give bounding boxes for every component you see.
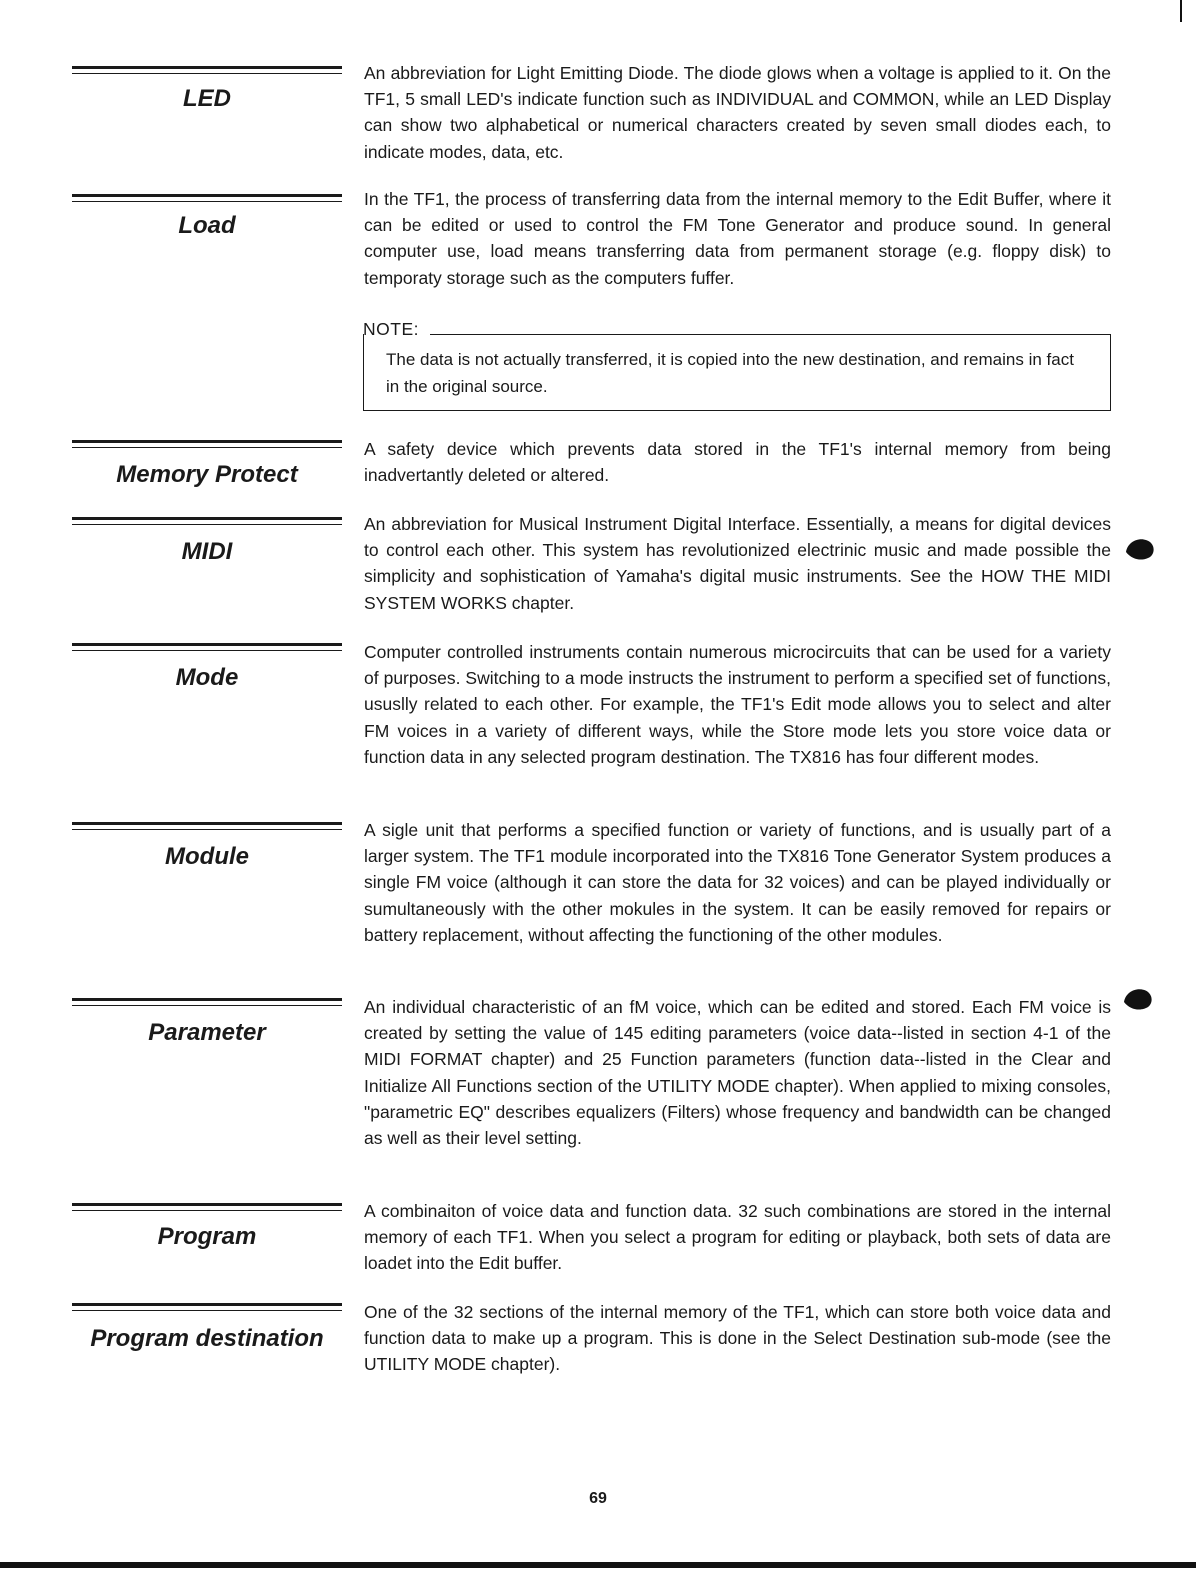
definition-text: A combinaiton of voice data and function data. 32 such combinations are stored in the internal memory of each TF1. When you select a program for editing or playback, both sets of data are loadet into the Edit buffer. bbox=[364, 1201, 1111, 1274]
term-rule bbox=[72, 1303, 342, 1311]
term-heading: Program destination bbox=[90, 1325, 324, 1352]
term-heading: Memory Protect bbox=[116, 461, 298, 488]
term-rule bbox=[72, 643, 342, 651]
definition-text: In the TF1, the process of transferring data from the internal memory to the Edit Buffer, where it can be edited or used to control the FM Tone Generator and produce sound. In general computer use, load means transferring data from permanent storage (e.g. floppy disk) to temporaty storage such as the computers fuffer. bbox=[364, 189, 1111, 288]
term-rule bbox=[72, 1203, 342, 1211]
term-heading: LED bbox=[183, 85, 231, 112]
note-label: NOTE: bbox=[363, 319, 419, 339]
definition-text: A sigle unit that performs a specified function or variety of functions, and is usually part of a larger system. The TF1 module incorporated into the TX816 Tone Generator System produces a single FM voice (although it can store the data for 32 voices) and can be played individually or sumultaneously with the other mokules in the system. It can be easily removed for repairs or battery replacement, without affecting the functioning of the other modules. bbox=[364, 820, 1111, 945]
term-heading: MIDI bbox=[181, 538, 233, 565]
term-rule bbox=[72, 440, 342, 448]
term-definition bbox=[364, 817, 1111, 948]
term-definition bbox=[364, 1299, 1111, 1378]
term-heading: Module bbox=[165, 843, 249, 870]
scan-bottom-edge bbox=[0, 1562, 1196, 1568]
term-rule bbox=[72, 822, 342, 830]
definition-text: An abbreviation for Musical Instrument Digital Interface. Essentially, a means for digital devices to control each other. This system has revolutionized electrinic music and made possible the simplicity and sophistication of Yamaha's digital music instruments. See the HOW THE MIDI SYSTEM WORKS chapter. bbox=[364, 514, 1111, 613]
note-text: The data is not actually transferred, it is copied into the new destination, and remains in fact in the original source. bbox=[386, 350, 1074, 396]
term-rule bbox=[72, 517, 342, 525]
term-definition bbox=[364, 994, 1111, 1151]
term-definition bbox=[364, 639, 1111, 770]
term-heading: Program bbox=[157, 1223, 257, 1250]
note-rule bbox=[430, 334, 1111, 335]
definition-text: Computer controlled instruments contain numerous microcircuits that can be used for a variety of purposes. Switching to a mode instructs the instrument to perform a specified set of functions, ususlly related to each other. For example, the TF1's Edit mode allows you to select and alter FM voices in a variety of different ways, while the Store mode lets you store voice data or function data in any selected program destination. The TX816 has four different modes. bbox=[364, 642, 1111, 767]
term-rule bbox=[72, 66, 342, 74]
note-box bbox=[363, 318, 1111, 411]
term-heading: Mode bbox=[175, 664, 239, 691]
definition-text: A safety device which prevents data stored in the TF1's internal memory from being inadvertantly deleted or altered. bbox=[364, 439, 1111, 486]
punch-hole-mark-icon bbox=[1120, 530, 1160, 570]
page-number: 69 bbox=[589, 1490, 607, 1507]
term-definition bbox=[364, 1198, 1111, 1277]
term-heading: Parameter bbox=[148, 1019, 266, 1046]
term-definition bbox=[364, 186, 1111, 291]
term-heading: Load bbox=[178, 212, 236, 239]
corner-edge-mark bbox=[1180, 0, 1182, 22]
term-rule bbox=[72, 998, 342, 1006]
term-definition bbox=[364, 511, 1111, 616]
term-definition bbox=[364, 60, 1111, 165]
punch-hole-mark-icon bbox=[1118, 982, 1158, 1022]
term-definition bbox=[364, 436, 1111, 488]
definition-text: An individual characteristic of an fM voice, which can be edited and stored. Each FM voice is created by setting the value of 145 editing parameters (voice data--listed in section 4-1 of the MIDI FORMAT chapter) and 25 Function parameters (function data--listed in the Clear and Initialize All Functions section of the UTILITY MODE chapter). When applied to mixing consoles, "parametric EQ" describes equalizers (Filters) whose frequency and bandwidth can be changed as well as their level setting. bbox=[364, 997, 1111, 1149]
term-rule bbox=[72, 194, 342, 202]
definition-text: An abbreviation for Light Emitting Diode. The diode glows when a voltage is applied to it. On the TF1, 5 small LED's indicate function such as INDIVIDUAL and COMMON, while an LED Display can show two alphabetical or numerical characters created by seven small diodes each, to indicate modes, data, etc. bbox=[364, 63, 1111, 162]
definition-text: One of the 32 sections of the internal memory of the TF1, which can store both voice data and function data to make up a program. This is done in the Select Destination sub-mode (see the UTILITY MODE chapter). bbox=[364, 1302, 1111, 1375]
note-frame bbox=[363, 334, 1111, 411]
